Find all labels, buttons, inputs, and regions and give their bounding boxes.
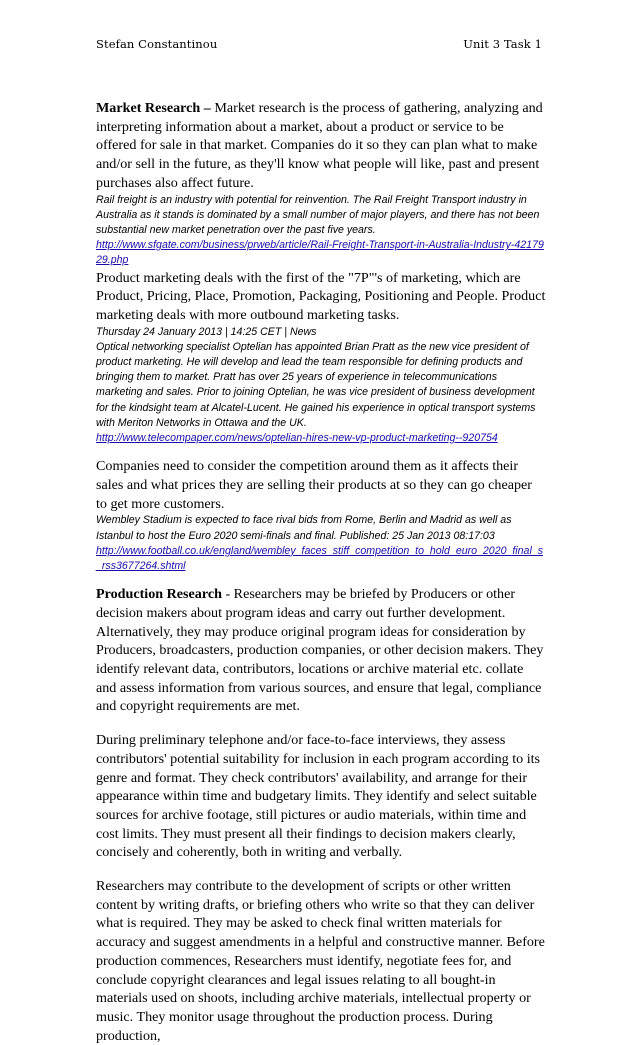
telecompaper-link[interactable]: http://www.telecompaper.com/news/optelian-hires-new-vp-product-marketing--920754 bbox=[96, 432, 498, 445]
optelian-quote: Optical networking specialist Optelian has appointed Brian Pratt as the new vice president of product marketing. He will develop and lead the team responsible for defining products and bringing them to market. Pratt has over 25 years of experience in telecommunications marketing and sales. Prior to joining Optelian, he was vice president of business development for the kindsight team at Alcatel-Lucent. He gained his experience in optical transport systems with Meriton Networks in Ottawa and the UK. bbox=[96, 340, 536, 429]
competition-paragraph: Companies need to consider the competition around them as it affects their sales and what prices they are selling their products at so they can go cheaper to get more customers. bbox=[96, 458, 532, 512]
scripts-paragraph: Researchers may contribute to the development of scripts or other written content by writing drafts, or briefing others who write so that they can deliver what is required. They may be asked to check final written materials for accuracy and suggest amendments in a helpful and constructive manner. Before production commences, Researchers must identify, negotiate fees for, and conclude copyright clearances and legal issues relating to all bought-in materials used on shoots, including archive materials, intellectual property or music. They monitor usage throughout the production process. During production, bbox=[96, 878, 545, 1044]
page-header bbox=[96, 37, 542, 51]
production-research-text: - Researchers may be briefed by Producers or other decision makers about program ideas and carry out further development. Alternatively, they may produce original program ideas for consideration by Producers, broadcasters, production companies, or other decision makers. They identify relevant data, contributors, locations or archive material etc. collate and assess information from various sources, and ensure that legal, compliance and copyright requirements are met. bbox=[96, 586, 544, 715]
product-marketing-paragraph: Product marketing deals with the first of the "7P"'s of marketing, which are Product, Pricing, Place, Promotion, Packaging, Positioning and People. Product marketing deals with more outbound marketing tasks. bbox=[96, 269, 546, 323]
market-research-paragraph bbox=[96, 99, 546, 193]
production-research-paragraph bbox=[96, 585, 546, 716]
header-author: Stefan Constantinou bbox=[96, 37, 218, 51]
rail-freight-quote: Rail freight is an industry with potential for reinvention. The Rail Freight Transport industry in Australia as it stands is dominated by a small number of major players, and there has not been substantial new market penetration over the past five years. bbox=[96, 193, 540, 236]
market-research-text: Market research is the process of gathering, analyzing and interpreting information about a market, about a product or service to be offered for sale in that market. Companies do it so they can plan what to make and/or sell in the future, as they'll know what people will like, past and present purchases also affect future. bbox=[96, 100, 543, 191]
wembley-quote: Wembley Stadium is expected to face rival bids from Rome, Berlin and Madrid as well as Istanbul to host the Euro 2020 semi-finals and final. Published: 25 Jan 2013 08:17:03 bbox=[96, 514, 512, 542]
interviews-paragraph: During preliminary telephone and/or face-to-face interviews, they assess contributors' potential suitability for inclusion in each program according to its genre and format. They check contributors' availability, and arrange for their appearance within time and budgetary limits. They identify and select suitable sources for archive footage, still pictures or audio materials, within time and cost limits. They must present all their findings to decision makers clearly, concisely and coherently, both in writing and verbally. bbox=[96, 732, 541, 861]
football-link[interactable]: http://www.football.co.uk/england/wembley_faces_stiff_competition_to_hold_euro_2020_final_s_rss3677264.shtml bbox=[96, 544, 543, 572]
telecompaper-dateline: Thursday 24 January 2013 | 14:25 CET | News bbox=[96, 325, 317, 338]
document-body bbox=[96, 99, 546, 1045]
production-research-heading: Production Research bbox=[96, 586, 222, 603]
sfgate-link[interactable]: http://www.sfgate.com/business/prweb/article/Rail-Freight-Transport-in-Australia-Industry-4217929.php bbox=[96, 239, 544, 267]
header-unit: Unit 3 Task 1 bbox=[463, 37, 542, 51]
market-research-heading: Market Research – bbox=[96, 100, 211, 116]
